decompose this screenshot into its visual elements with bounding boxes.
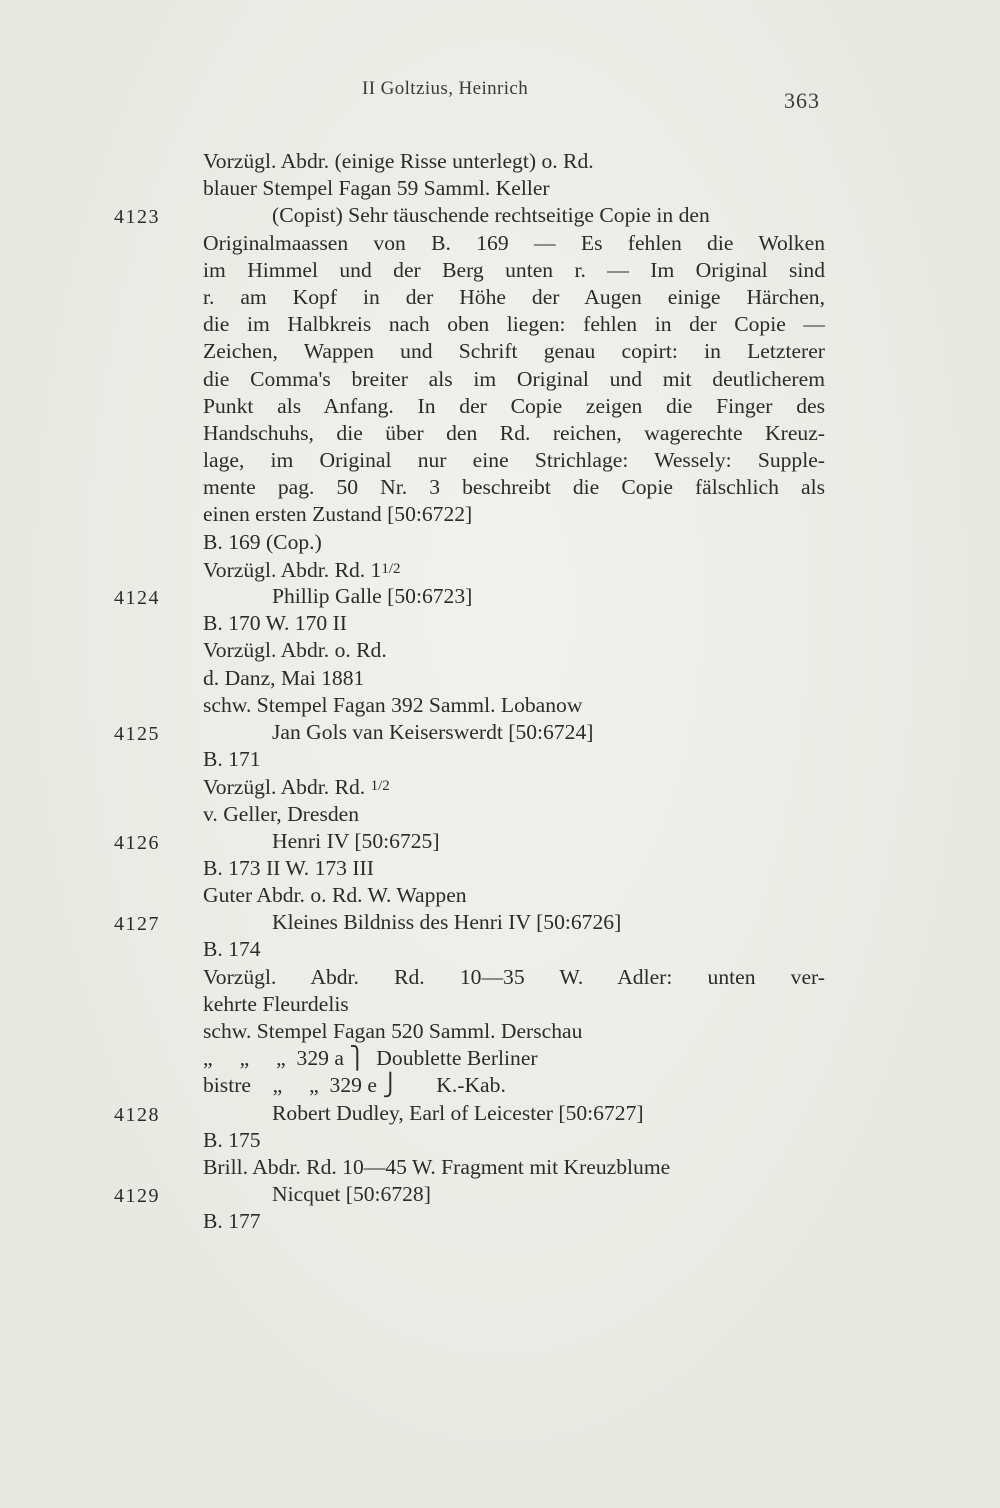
entry-text	[203, 1045, 825, 1072]
entry-number: 4123	[114, 206, 160, 229]
text-run: B. 177	[203, 1209, 261, 1234]
entry-title	[272, 1100, 825, 1127]
text-line	[0, 556, 1000, 583]
text-run: B. 169 (Cop.)	[203, 529, 322, 554]
entry-text	[203, 637, 825, 664]
text-run: schw. Stempel Fagan 392 Samml. Lobanow	[203, 692, 583, 717]
entry-title	[272, 583, 825, 610]
text-line	[0, 1208, 1000, 1235]
text-line	[0, 148, 1000, 175]
catalogue-entries	[0, 148, 1000, 1236]
entry-text	[203, 936, 825, 963]
entry-number: 4127	[114, 913, 160, 936]
entry-text	[203, 311, 825, 338]
text-line	[0, 501, 1000, 528]
entry-number: 4124	[114, 587, 160, 609]
text-run: „ „ „ 329 a ⎫ Doublette Berliner	[203, 1046, 538, 1071]
text-run: Guter Abdr. o. Rd. W. Wappen	[203, 883, 467, 908]
text-run: Handschuhs, die über den Rd. reichen, wagerechte Kreuz-	[203, 420, 825, 445]
catalogue-entry-line	[0, 1181, 1000, 1208]
entry-number: 4125	[114, 722, 160, 745]
entry-text	[203, 175, 825, 202]
entry-title	[272, 909, 825, 936]
catalogue-entry-line	[0, 583, 1000, 610]
entry-number: 4129	[114, 1185, 160, 1208]
entry-text	[203, 393, 825, 420]
entry-text	[203, 501, 825, 528]
running-head: II Goltzius, Heinrich	[362, 78, 529, 99]
entry-text	[203, 882, 825, 909]
text-line	[0, 665, 1000, 692]
text-run: Robert Dudley, Earl of Leicester [50:6727]	[272, 1100, 644, 1125]
text-run: einen ersten Zustand [50:6722]	[203, 502, 473, 527]
fraction: 1/2	[381, 560, 401, 577]
text-line	[0, 801, 1000, 828]
text-run: Jan Gols van Keiserswerdt [50:6724]	[272, 719, 594, 744]
text-line	[0, 1045, 1000, 1072]
text-line	[0, 1018, 1000, 1045]
entry-text	[203, 692, 825, 719]
text-line	[0, 1127, 1000, 1154]
text-run: r. am Kopf in der Höhe der Augen einige Härchen,	[203, 284, 825, 309]
text-line	[0, 610, 1000, 637]
page-header	[0, 78, 1000, 113]
entry-text	[203, 964, 825, 991]
entry-title	[272, 202, 825, 229]
entry-text	[203, 230, 825, 257]
text-run: bistre „ „ 329 e ⎭ K.-Kab.	[203, 1073, 506, 1098]
text-run: Zeichen, Wappen und Schrift genau copirt: in Letzterer	[203, 339, 825, 364]
text-run: Kleines Bildniss des Henri IV [50:6726]	[272, 910, 622, 935]
entry-text	[203, 1154, 825, 1181]
entry-text	[203, 1018, 825, 1045]
entry-text	[203, 665, 825, 692]
page-number: 363	[784, 88, 820, 113]
text-line	[0, 855, 1000, 882]
entry-text	[203, 746, 825, 773]
entry-text	[203, 855, 825, 882]
text-line	[0, 746, 1000, 773]
text-run: B. 170 W. 170 II	[203, 611, 347, 636]
text-line	[0, 882, 1000, 909]
entry-text	[203, 529, 825, 556]
entry-text	[203, 338, 825, 365]
text-line	[0, 529, 1000, 556]
text-run: Vorzügl. Abdr. Rd.	[203, 775, 371, 800]
text-line	[0, 393, 1000, 420]
text-run: kehrte Fleurdelis	[203, 991, 349, 1016]
entry-text	[203, 420, 825, 447]
entry-number: 4126	[114, 831, 160, 854]
text-line	[0, 637, 1000, 664]
text-run: B. 175	[203, 1127, 261, 1152]
text-line	[0, 773, 1000, 800]
entry-text	[203, 366, 825, 393]
text-line	[0, 1154, 1000, 1181]
text-run: Phillip Galle [50:6723]	[272, 584, 473, 608]
text-line	[0, 447, 1000, 474]
catalogue-entry-line	[0, 1100, 1000, 1127]
text-run: blauer Stempel Fagan 59 Samml. Keller	[203, 176, 550, 201]
text-run: Vorzügl. Abdr. o. Rd.	[203, 638, 387, 663]
text-line	[0, 175, 1000, 202]
entry-title	[272, 719, 825, 746]
text-line	[0, 692, 1000, 719]
text-run: B. 174	[203, 937, 261, 962]
entry-text	[203, 801, 825, 828]
entry-text	[203, 148, 825, 175]
entry-text	[203, 1208, 825, 1235]
entry-text	[203, 447, 825, 474]
text-line	[0, 230, 1000, 257]
entry-text	[203, 991, 825, 1018]
entry-text	[203, 773, 825, 801]
text-run: lage, im Original nur eine Strichlage: Wessely: Supple-	[203, 448, 825, 473]
text-run: v. Geller, Dresden	[203, 801, 360, 826]
text-run: die Comma's breiter als im Original und mit deutlicherem	[203, 366, 825, 391]
text-run: d. Danz, Mai 1881	[203, 665, 365, 690]
text-line	[0, 366, 1000, 393]
text-line	[0, 936, 1000, 963]
text-line	[0, 991, 1000, 1018]
entry-title	[272, 1181, 825, 1208]
text-line	[0, 257, 1000, 284]
text-run: Vorzügl. Abdr. Rd. 10—35 W. Adler: unten ver-	[203, 964, 825, 989]
text-run: Henri IV [50:6725]	[272, 828, 440, 853]
fraction: 1/2	[370, 778, 390, 795]
text-run: B. 173 II W. 173 III	[203, 855, 374, 880]
text-run: Punkt als Anfang. In der Copie zeigen die Finger des	[203, 393, 825, 418]
entry-text	[203, 284, 825, 311]
text-line	[0, 311, 1000, 338]
entry-text	[203, 556, 825, 584]
text-run: B. 171	[203, 747, 261, 772]
catalogue-entry-line	[0, 828, 1000, 855]
text-run: Originalmaassen von B. 169 — Es fehlen die Wolken	[203, 230, 825, 255]
entry-text	[203, 610, 825, 637]
entry-text	[203, 1072, 825, 1099]
text-line	[0, 284, 1000, 311]
entry-title	[272, 828, 825, 855]
entry-text	[203, 257, 825, 284]
catalogue-entry-line	[0, 909, 1000, 936]
catalogue-entry-line	[0, 719, 1000, 746]
text-run: Vorzügl. Abdr. (einige Risse unterlegt) o. Rd.	[203, 149, 594, 173]
text-run: Nicquet [50:6728]	[272, 1182, 431, 1207]
text-run: Vorzügl. Abdr. Rd. 1	[203, 557, 382, 582]
text-line	[0, 420, 1000, 447]
entry-number: 4128	[114, 1103, 160, 1126]
entry-text	[203, 1127, 825, 1154]
text-line	[0, 338, 1000, 365]
text-run: schw. Stempel Fagan 520 Samml. Derschau	[203, 1019, 583, 1043]
text-line	[0, 474, 1000, 501]
text-line	[0, 964, 1000, 991]
entry-text	[203, 474, 825, 501]
text-run: im Himmel und der Berg unten r. — Im Original sind	[203, 257, 825, 282]
text-run: (Copist) Sehr täuschende rechtseitige Copie in den	[272, 203, 710, 228]
text-run: Brill. Abdr. Rd. 10—45 W. Fragment mit Kreuzblume	[203, 1154, 671, 1179]
text-line	[0, 1072, 1000, 1099]
text-run: mente pag. 50 Nr. 3 beschreibt die Copie fälschlich als	[203, 475, 825, 500]
catalogue-entry-line	[0, 202, 1000, 229]
text-run: die im Halbkreis nach oben liegen: fehlen in der Copie —	[203, 312, 825, 337]
